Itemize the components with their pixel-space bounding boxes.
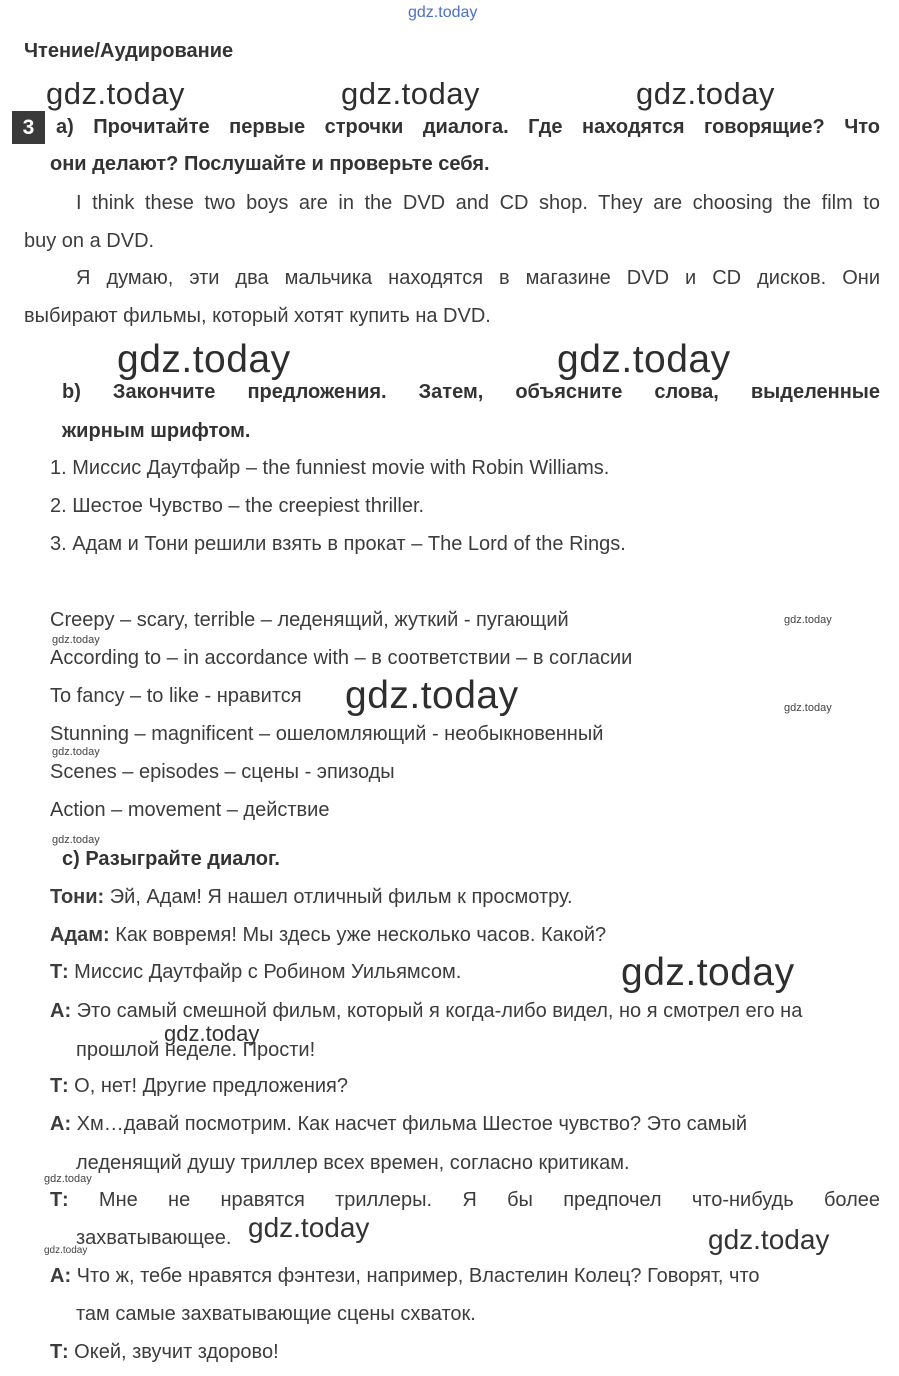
speaker: Т: [50, 1341, 69, 1363]
speaker: А: [50, 1000, 72, 1022]
line-text: О, нет! Другие предложения? [68, 1075, 348, 1097]
dialogue-line-cont: леденящий душу триллер всех времен, согласно критикам. [76, 1152, 630, 1174]
watermark: gdz.today [708, 1224, 830, 1255]
vocab-item: According to – in accordance with – в соответствии – в согласии [50, 647, 633, 669]
part-a-answer-en: I think these two boys are in the DVD and CD shop. They are choosing the film to [76, 192, 880, 214]
watermark: gdz.today [408, 4, 478, 21]
part-b-task: жирным шрифтом. [62, 420, 251, 442]
watermark: gdz.today [52, 634, 100, 646]
dialogue-line [50, 1113, 747, 1136]
part-a-answer-ru: Я думаю, эти два мальчика находятся в магазине DVD и CD дисков. Они [76, 267, 880, 289]
speaker: Т: [50, 961, 69, 983]
line-text: Как вовремя! Мы здесь уже несколько часов. Какой? [109, 924, 607, 946]
line-text: Эй, Адам! Я нашел отличный фильм к просмотру. [104, 886, 573, 908]
part-a-task: они делают? Послушайте и проверьте себя. [50, 153, 490, 175]
vocab-item: Stunning – magnificent – ошеломляющий - необыкновенный [50, 723, 604, 745]
watermark: gdz.today [636, 76, 775, 111]
part-b-sentence: 1. Миссис Даутфайр – the funniest movie with Robin Williams. [50, 457, 610, 479]
dialogue-line [50, 924, 606, 947]
dialogue-line [50, 1265, 760, 1288]
part-b-task: b) Закончите предложения. Затем, объясните слова, выделенные [62, 381, 880, 403]
part-a-task: a) Прочитайте первые строчки диалога. Где находятся говорящие? Что [56, 116, 880, 138]
exercise-number-badge: 3 [12, 111, 45, 144]
line-text: Окей, звучит здорово! [68, 1341, 279, 1363]
watermark: gdz.today [248, 1212, 370, 1243]
line-text: Что ж, тебе нравятся фэнтези, например, Властелин Колец? Говорят, что [71, 1265, 760, 1287]
speaker: Тони: [50, 886, 105, 908]
watermark: gdz.today [46, 76, 185, 111]
dialogue-line-cont: захватывающее. [76, 1227, 232, 1249]
watermark: gdz.today [164, 1021, 260, 1046]
watermark: gdz.today [784, 702, 832, 714]
dialogue-line [50, 1000, 802, 1023]
speaker: Адам: [50, 924, 110, 946]
watermark: gdz.today [345, 674, 519, 717]
part-b-sentence: 2. Шестое Чувство – the creepiest thriller. [50, 495, 425, 517]
watermark: gdz.today [784, 614, 832, 626]
watermark: gdz.today [117, 338, 291, 381]
speaker: А: [50, 1265, 72, 1287]
part-b-sentence: 3. Адам и Тони решили взять в прокат – The Lord of the Rings. [50, 533, 626, 555]
dialogue-line [50, 1075, 348, 1098]
section-title: Чтение/Аудирование [24, 40, 234, 62]
line-text: Это самый смешной фильм, который я когда-либо видел, но я смотрел его на [71, 1000, 803, 1022]
dialogue-line [50, 1341, 279, 1364]
vocab-item: To fancy – to like - нравится [50, 685, 302, 707]
line-text: Мне не нравятся триллеры. Я бы предпочел что-нибудь более [68, 1189, 880, 1211]
speaker: А: [50, 1113, 72, 1135]
watermark: gdz.today [557, 338, 731, 381]
watermark: gdz.today [44, 1245, 88, 1256]
dialogue-line [50, 961, 461, 984]
part-c-task: c) Разыграйте диалог. [62, 848, 280, 870]
dialogue-line-cont: там самые захватывающие сцены схваток. [76, 1303, 476, 1325]
speaker: Т: [50, 1075, 69, 1097]
vocab-item: Scenes – episodes – сцены - эпизоды [50, 761, 395, 783]
watermark: gdz.today [44, 1173, 92, 1185]
watermark: gdz.today [341, 76, 480, 111]
dialogue-line-cont: прошлой неделе. Прости! [76, 1039, 316, 1061]
part-a-answer-ru: выбирают фильмы, который хотят купить на DVD. [24, 305, 491, 327]
watermark: gdz.today [621, 951, 795, 994]
line-text: Хм…давай посмотрим. Как насчет фильма Шестое чувство? Это самый [71, 1113, 748, 1135]
part-a-answer-en: buy on a DVD. [24, 230, 155, 252]
line-text: Миссис Даутфайр с Робином Уильямсом. [68, 961, 462, 983]
speaker: Т: [50, 1189, 69, 1211]
dialogue-line [50, 1189, 880, 1212]
dialogue-line [50, 886, 573, 909]
vocab-item: Creepy – scary, terrible – леденящий, жуткий - пугающий [50, 609, 569, 631]
watermark: gdz.today [52, 746, 100, 758]
vocab-item: Action – movement – действие [50, 799, 330, 821]
watermark: gdz.today [52, 834, 100, 846]
